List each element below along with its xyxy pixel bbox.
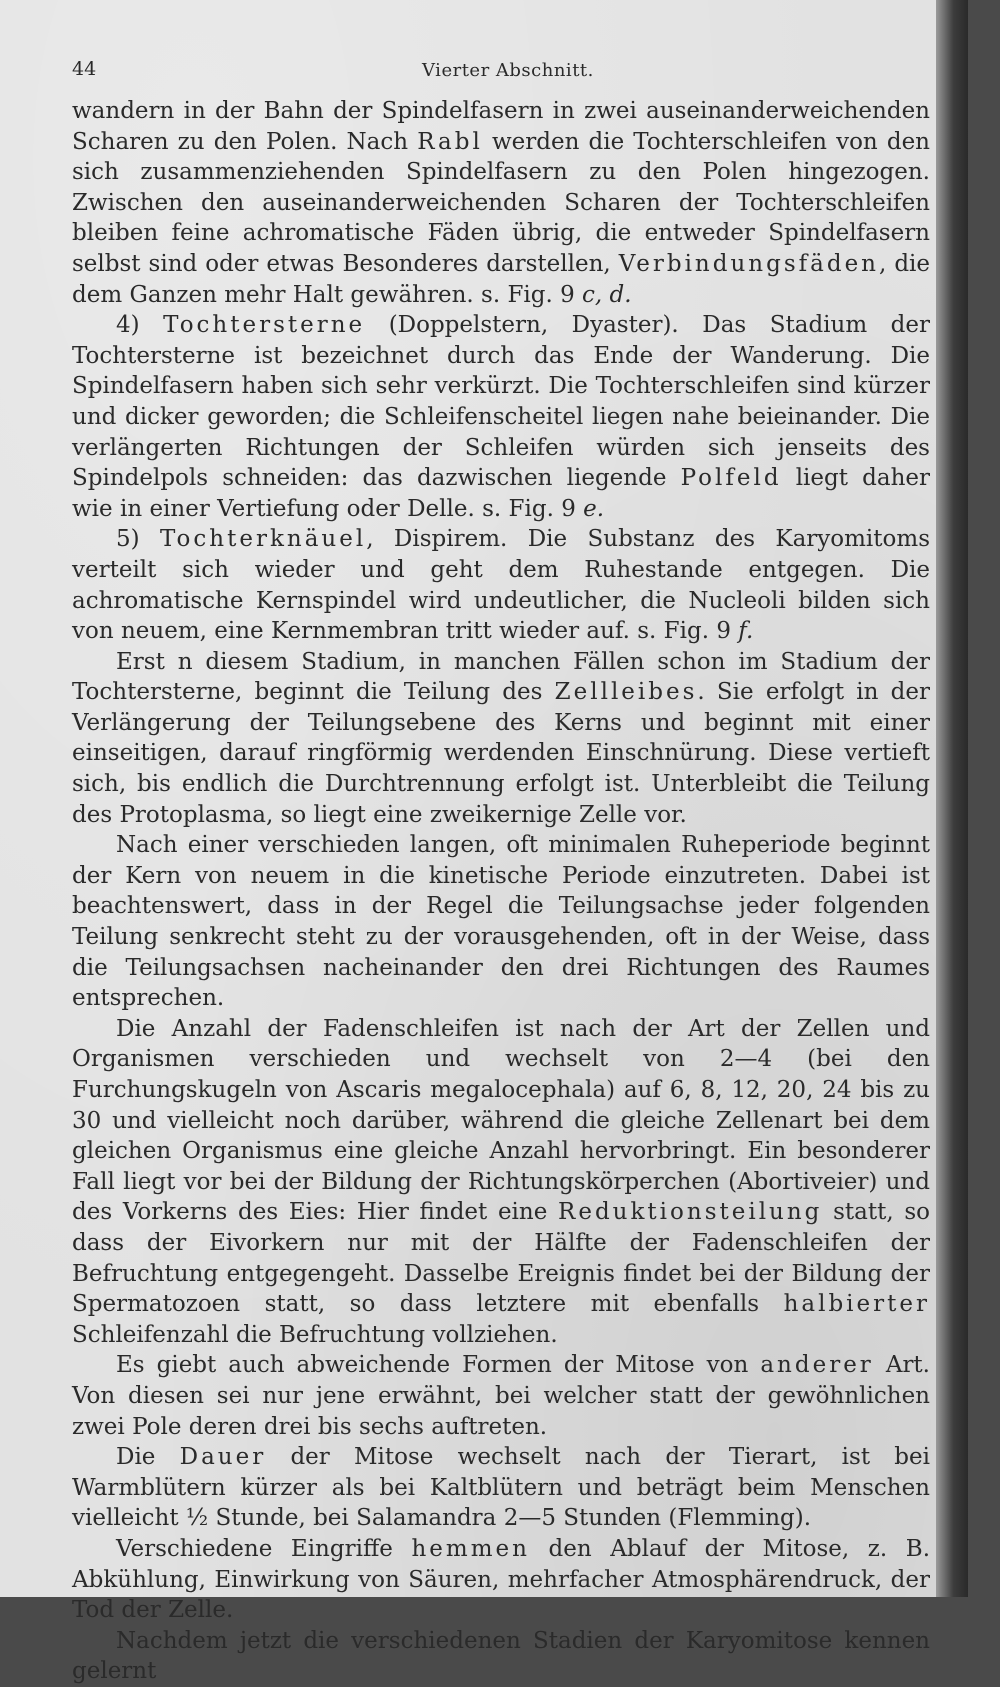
paragraph (72, 310, 930, 524)
figure-reference: e. (583, 495, 605, 522)
text-run: den Ablauf der Mitose, z. B. Abkühlung, Einwirkung von Säuren, mehrfacher Atmosphärendruck, der Tod der Zelle. (72, 1535, 931, 1624)
spaced-emphasis: halbierter (783, 1291, 930, 1318)
text-run: . Sie erfolgt in der Verlängerung der Teilungsebene des Kerns und beginnt mit einer einseitigen, darauf ringförmig werdenden Einschnürung. Diese vertieft sich, bis endlich die Durchtrennung erfolgt ist. Unterbleibt die Teilung des Protoplasma, so liegt eine zweikernige Zelle vor. (72, 679, 930, 828)
paragraph (72, 830, 930, 1014)
text-run: Verschiedene Eingriffe (116, 1535, 412, 1562)
figure-reference: f. (738, 618, 754, 645)
spaced-emphasis: Rabl (417, 128, 483, 155)
text-run: wandern in der Bahn der Spindelfasern in zwei auseinanderweichenden Scharen zu den Polen. Nach (72, 98, 930, 155)
text-run: , die dem Ganzen mehr Halt gewähren. s. Fig. 9 (72, 250, 931, 308)
paragraph (72, 1534, 930, 1626)
body-text (72, 96, 930, 1687)
paragraph (72, 524, 930, 646)
page-edge-shadow (936, 0, 968, 1597)
page-header (72, 48, 928, 96)
figure-reference: c, d. (582, 281, 632, 308)
running-title: Vierter Abschnitt. (422, 60, 594, 81)
paragraph (72, 1014, 930, 1351)
text-run: Die Anzahl der Fadenschleifen ist nach der Art der Zellen und Organismen verschieden und wechselt von 2—4 (bei den Furchungskugeln von Ascaris megalocephala) auf 6, 8, 12, 20, 24 bis zu 30 und vielleicht noch darüber, während die gleiche Zellenart bei dem gleichen Organismus eine gleiche Anzahl hervorbringt. Ein besonderer Fall liegt vor bei der Bildung der Richtungskörperchen (Abortiveier) und des Vorkerns des Eies: Hier findet eine (72, 1015, 930, 1226)
paragraph (72, 1626, 930, 1687)
paragraph (72, 1442, 930, 1534)
text-run: Art. Von diesen sei nur jene erwähnt, bei welcher statt der gewöhnlichen zwei Pole deren drei bis sechs auftreten. (72, 1352, 930, 1440)
page-number: 44 (72, 58, 97, 80)
text-run: der Mitose wechselt nach der Tierart, ist bei Warmblütern kürzer als bei Kaltblütern und beträgt beim Menschen vielleicht ½ Stunde, bei Salamandra 2—5 Stunden (Flemming). (72, 1444, 930, 1532)
text-run: statt, so dass der Eivorkern nur mit der Hälfte der Fadenschleifen der Befruchtung entgegengeht. Dasselbe Ereignis findet bei der Bildung der Spermatozoen statt, so dass letztere mit ebenfalls (72, 1199, 930, 1318)
text-run: , Dispirem. Die Substanz des Karyomitoms verteilt sich wieder und geht dem Ruhestande entgegen. Die achromatische Kernspindel wird undeutlicher, die Nucleoli bilden sich von neuem, eine Kernmembran tritt wieder auf. s. Fig. 9 (72, 526, 930, 645)
text-run: 4) (116, 312, 164, 339)
spaced-emphasis: Reduktionsteilung (558, 1199, 823, 1226)
text-run: 5) (116, 526, 160, 553)
spaced-emphasis: Dauer (179, 1444, 267, 1471)
text-run: Nach einer verschieden langen, oft minimalen Ruheperiode beginnt der Kern von neuem in die kinetische Periode einzutreten. Dabei ist beachtenswert, dass in der Regel die Teilungsachse jeder folgenden Teilung senkrecht steht zu der vorausgehenden, oft in der Weise, dass die Teilungsachsen nacheinander den drei Richtungen des Raumes entsprechen. (72, 832, 930, 1012)
spaced-emphasis: hemmen (411, 1535, 530, 1562)
spaced-emphasis: anderer (760, 1352, 874, 1379)
text-run: werden die Tochterschleifen von den sich zusammenziehenden Spindelfasern zu den Polen hingezogen. Zwischen den auseinanderweichenden Scharen der Tochterschleifen bleiben feine achromatische Fäden übrig, die entweder Spindelfasern selbst sind oder etwas Besonderes darstellen, (72, 128, 930, 277)
text-run: liegt daher wie in einer Vertiefung oder Delle. s. Fig. 9 (72, 465, 930, 522)
text-run: Erst n diesem Stadium, in manchen Fällen schon im Stadium der Tochtersterne, beginnt die Teilung des (72, 648, 930, 706)
text-run: Es giebt auch abweichende Formen der Mitose von (116, 1352, 761, 1379)
spaced-emphasis: Verbindungsfäden (618, 250, 879, 277)
text-run: Nachdem jetzt die verschiedenen Stadien der Karyomitose kennen gelernt (72, 1627, 930, 1685)
spaced-emphasis: Polfeld (680, 465, 782, 492)
spaced-emphasis: Tochterknäuel (160, 526, 367, 553)
spaced-emphasis: Tochtersterne (163, 312, 366, 339)
spaced-emphasis: Zellleibes (554, 679, 698, 706)
text-run: Die (116, 1444, 180, 1471)
text-run: (Doppelstern, Dyaster). Das Stadium der Tochtersterne ist bezeichnet durch das Ende der Wanderung. Die Spindelfasern haben sich sehr verkürzt. Die Tochterschleifen sind kürzer und dicker geworden; die Schleifenscheitel liegen nahe beieinander. Die verlängerten Richtungen der Schleifen würden sich jenseits des Spindelpols schneiden: das dazwischen liegende (72, 312, 930, 492)
paragraph (72, 1350, 930, 1442)
text-run: Schleifenzahl die Befruchtung vollziehen. (72, 1321, 558, 1348)
paragraph (72, 647, 930, 831)
paragraph (72, 96, 930, 310)
